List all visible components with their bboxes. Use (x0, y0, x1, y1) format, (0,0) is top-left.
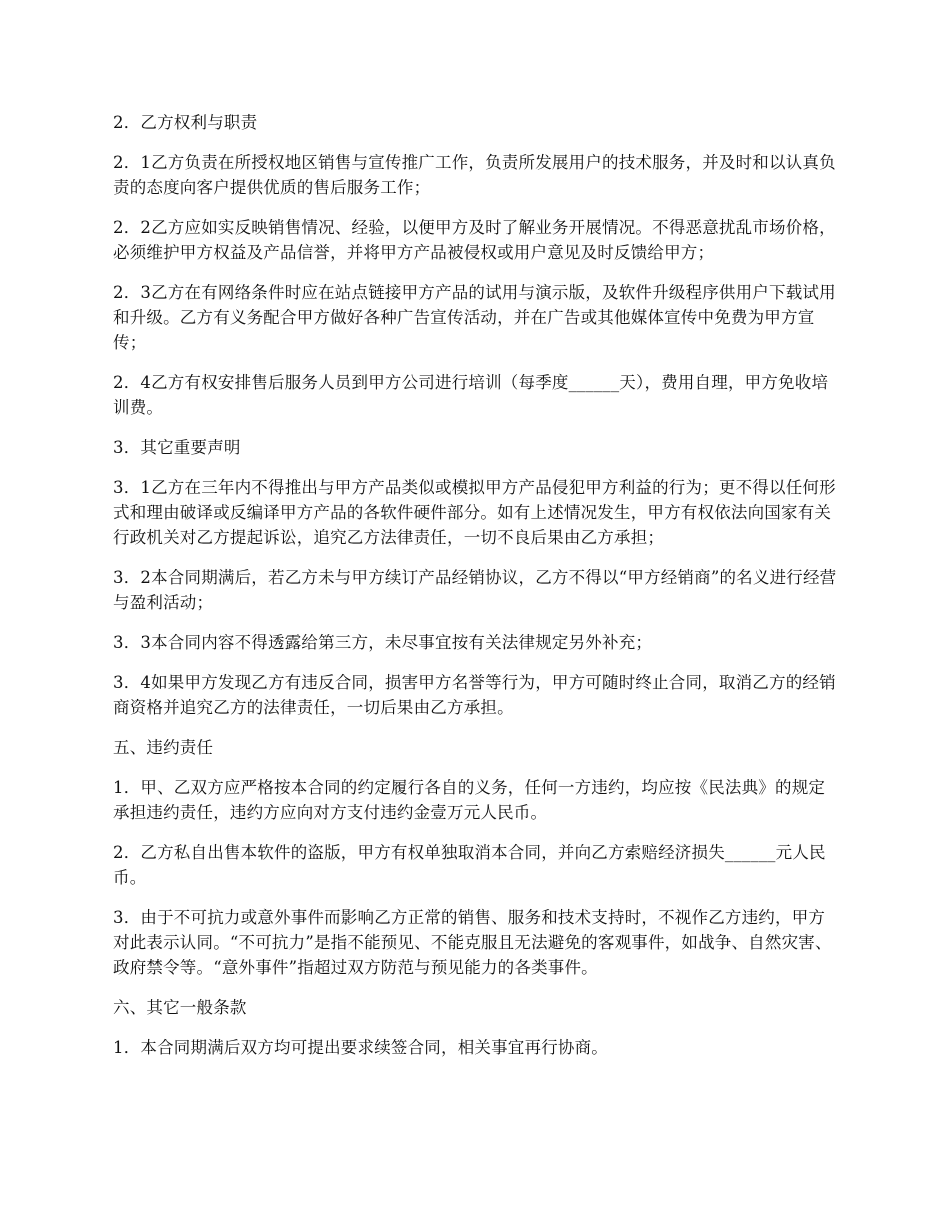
clause-2-2: 2．2乙方应如实反映销售情况、经验，以便甲方及时了解业务开展情况。不得恶意扰乱市场价格，必须维护甲方权益及产品信誉，并将甲方产品被侵权或用户意见及时反馈给甲方； (113, 218, 836, 262)
general-clause-1: 1．本合同期满后双方均可提出要求续签合同，相关事宜再行协商。 (113, 1038, 608, 1057)
clause-3-1: 3．1乙方在三年内不得推出与甲方产品类似或模拟甲方产品侵犯甲方利益的行为；更不得以任何形式和理由破译或反编译甲方产品的各软件硬件部分。如有上述情况发生，甲方有权依法向国家有关行政机关对乙方提起诉讼，追究乙方法律责任，一切不良后果由乙方承担； (113, 478, 836, 547)
clause-3-3: 3．3本合同内容不得透露给第三方，未尽事宜按有关法律规定另外补充； (113, 633, 653, 652)
breach-clause-3: 3．由于不可抗力或意外事件而影响乙方正常的销售、服务和技术支持时，不视作乙方违约，甲方对此表示认同。“不可抗力”是指不能预见、不能克服且无法避免的客观事件，如战争、自然灾害、政府禁令等。“意外事件”指超过双方防范与预见能力的各类事件。 (113, 908, 832, 977)
clause-3-2: 3．2本合同期满后，若乙方未与甲方续订产品经销协议，乙方不得以“甲方经销商”的名义进行经营与盈利活动； (113, 568, 837, 612)
breach-clause-1: 1．甲、乙双方应严格按本合同的约定履行各自的义务，任何一方违约，均应按《民法典》的规定承担违约责任，违约方应向对方支付违约金壹万元人民币。 (113, 778, 826, 822)
section-heading-other-declarations: 3．其它重要声明 (113, 438, 241, 457)
breach-clause-2: 2．乙方私自出售本软件的盗版，甲方有权单独取消本合同，并向乙方索赔经济损失______元人民币。 (113, 843, 826, 887)
document-body (113, 110, 841, 1075)
clause-2-3: 2．3乙方在有网络条件时应在站点链接甲方产品的试用与演示版，及软件升级程序供用户下载试用和升级。乙方有义务配合甲方做好各种广告宣传活动，并在广告或其他媒体宣传中免费为甲方宣传； (113, 283, 836, 352)
clause-3-4: 3．4如果甲方发现乙方有违反合同，损害甲方名誉等行为，甲方可随时终止合同，取消乙方的经销商资格并追究乙方的法律责任，一切后果由乙方承担。 (113, 673, 836, 717)
section-heading-party-b-rights: 2．乙方权利与职责 (113, 113, 258, 132)
clause-2-4: 2．4乙方有权安排售后服务人员到甲方公司进行培训（每季度______天），费用自理，甲方免收培训费。 (113, 373, 829, 417)
section-heading-breach-liability: 五、违约责任 (113, 738, 214, 757)
section-heading-general-terms: 六、其它一般条款 (113, 998, 247, 1017)
clause-2-1: 2．1乙方负责在所授权地区销售与宣传推广工作，负责所发展用户的技术服务，并及时和以认真负责的态度向客户提供优质的售后服务工作； (113, 153, 836, 197)
